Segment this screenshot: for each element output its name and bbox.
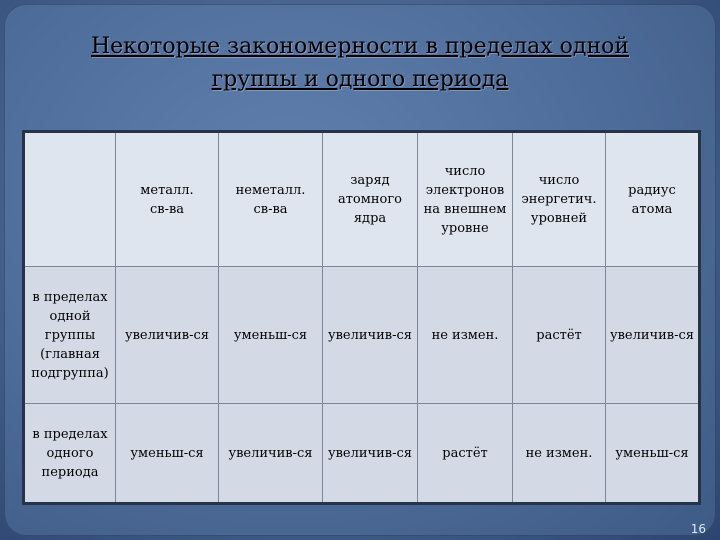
title-line-2: группы и одного периода: [211, 67, 509, 92]
table-cell: не измен.: [513, 404, 606, 504]
slide-title: [60, 30, 660, 96]
table-cell: растёт: [513, 267, 606, 404]
table-cell: увеличив-ся: [606, 267, 700, 404]
header-cell-metal-props: металл. св-ва: [116, 132, 219, 267]
table-cell: уменьш-ся: [116, 404, 219, 504]
table-cell: увеличив-ся: [323, 267, 418, 404]
table-cell: увеличив-ся: [219, 404, 323, 504]
header-cell-outer-electrons: число электронов на внешнем уровне: [418, 132, 513, 267]
table-row-group: [24, 267, 700, 404]
header-cell-corner: [24, 132, 116, 267]
table-cell: увеличив-ся: [323, 404, 418, 504]
header-cell-nuclear-charge: заряд атомного ядра: [323, 132, 418, 267]
table-cell: уменьш-ся: [606, 404, 700, 504]
row-label-group: в пределах одной группы (главная подгруппа): [24, 267, 116, 404]
comparison-table-wrapper: [22, 130, 698, 505]
table-cell: растёт: [418, 404, 513, 504]
table-cell: увеличив-ся: [116, 267, 219, 404]
header-row: [24, 132, 700, 267]
table-cell: уменьш-ся: [219, 267, 323, 404]
page-number: 16: [690, 522, 706, 536]
comparison-table: [22, 130, 701, 505]
row-label-period: в пределах одного периода: [24, 404, 116, 504]
table-cell: не измен.: [418, 267, 513, 404]
header-cell-nonmetal-props: неметалл. св-ва: [219, 132, 323, 267]
title-line-1: Некоторые закономерности в пределах одной: [90, 34, 630, 59]
table-row-period: [24, 404, 700, 504]
header-cell-energy-levels: число энергетич. уровней: [513, 132, 606, 267]
header-cell-atomic-radius: радиус атома: [606, 132, 700, 267]
